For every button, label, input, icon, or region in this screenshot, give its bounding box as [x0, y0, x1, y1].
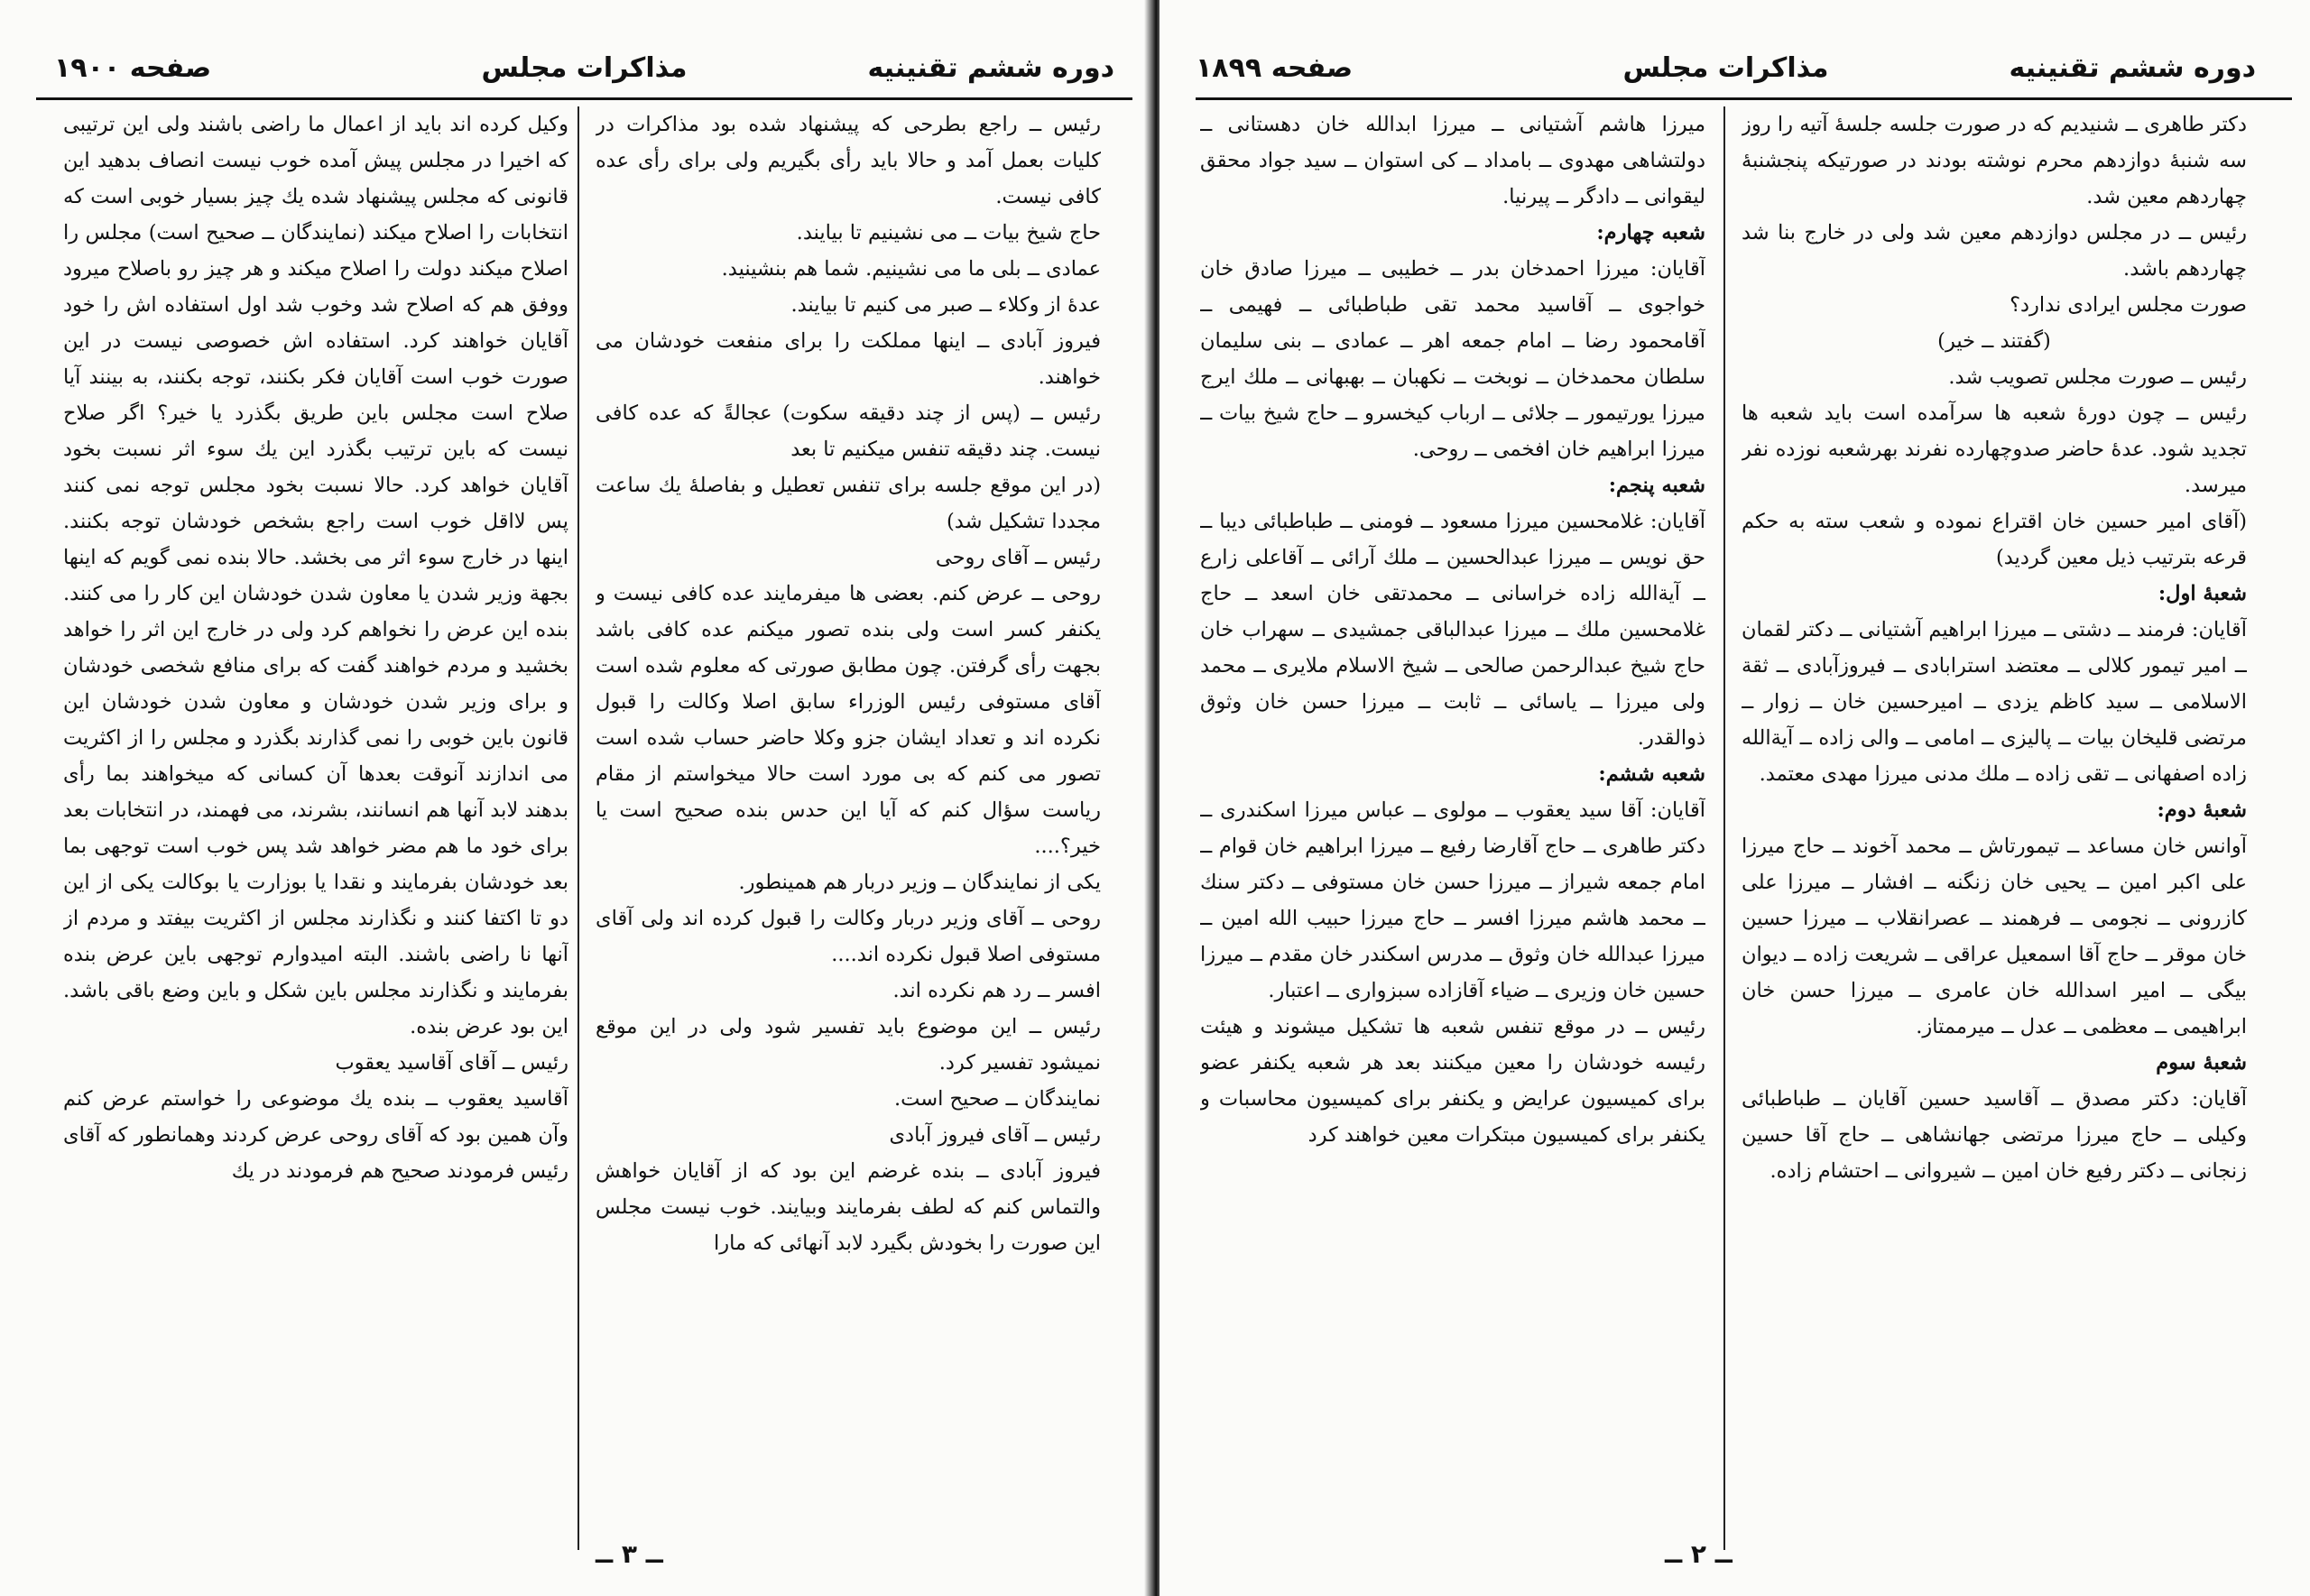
left-page-left-column [63, 106, 568, 1550]
paragraph: وکیل کرده اند باید از اعمال ما راضی باشند ولی این ترتیبی که اخیرا در مجلس پیش آمده خوب نیست انصاف بدهید این قانونی که مجلس پیشنهاد شده یك چیز بسیار خوبی است که انتخابات را اصلاح میکند (نمایندگان ــ صحیح است) مجلس را اصلاح میکند دولت را اصلاح میکند و هر چیز رو باصلاح میرود ووفق هم که اصلاح شد وخوب شد اول استفاده اش را خود آقایان خواهند کرد. استفاده اش خصوصی نیست در این صورت خوب است آقایان فکر بکنند، توجه بکنند، به بینند آیا صلاح است مجلس باین طریق بگذرد یا خیر؟ اگر صلاح نیست که باین ترتیب بگذرد این یك سوء اثر نسبت بخود آقایان خواهد کرد. حالا نسبت بخود مجلس توجه نمی کنند پس لااقل خوب است راجع بشخص خودشان توجه بکنند. اینها در خارج سوء اثر می بخشد. حالا بنده نمی گویم که اینها بجهة وزیر شدن یا معاون شدن خودشان این کار را می کنند. بنده این عرض را نخواهم کرد ولی در خارج این اثر را خواهد بخشید و مردم خواهند گفت که برای منافع شخصی خودشان و برای وزیر شدن خودشان و معاون شدن خودشان این قانون باین خوبی را نمی گذارند بگذرد و مجلس را از اکثریت می اندازند آنوقت بعدها آن کسانی که میخواهند بما رأی بدهند لابد آنها هم انسانند، بشرند، می فهمند، در انتخابات بعد برای خود ما هم مضر خواهد شد پس خوب است توجهی بما بعد خودشان بفرمایند و نقدا یا بوزارت یا بوکالت یکی از این دو تا اکتفا کنند و نگذارند مجلس از اکثریت بیفتد و مردم از آنها نا راضی باشند. البته امیدوارم توجهی باین عرض بنده بفرمایند و نگذارند مجلس باین شکل و باین وضع باقی باشد. این بود عرض بنده. [63, 113, 568, 1038]
header-rule [1196, 97, 2292, 100]
paragraph: فیروز آبادی ــ اینها مملکت را برای منفعت خودشان می خواهند. [596, 329, 1101, 389]
paragraph: رئیس ــ چون دورهٔ شعبه ها سرآمده است باید شعبه ها تجدید شود. عدهٔ حاضر صدوچهارده نفرند بهرشعبه نوزده نفر میرسد. [1742, 401, 2247, 497]
paragraph: افسر ــ رد هم نکرده اند. [892, 979, 1101, 1002]
page-number: صفحه ۱۹۰۰ [54, 52, 212, 84]
paragraph: (در این موقع جلسه برای تنفس تعطیل و بفاصلهٔ یك ساعت مجددا تشکیل شد) [596, 474, 1101, 533]
paragraph: روحی ــ عرض کنم. بعضی ها میفرمایند عده کافی نیست و یکنفر کسر است ولی بنده تصور میکنم عده کافی باشد بجهت رأی گرفتن. چون مطابق صورتی که معلوم شده است آقای مستوفی رئیس الوزراء سابق اصلا وکالت را قبول نکرده اند و تعداد ایشان جزو وکلا حاضر حساب شده است تصور می کنم که بی مورد است حالا میخواستم از مقام ریاست سؤال کنم که آیا این حدس بنده صحیح است یا خیر؟.... [596, 582, 1101, 858]
paragraph: آقایان: فرمند ــ دشتی ــ میرزا ابراهیم آشتیانی ــ دکتر لقمان ــ امیر تیمور کلالی ــ معتضد استرابادی ــ فیروزآبادی ــ ثقة الاسلامی ــ سید کاظم یزدی ــ امیرحسین خان ــ زوار ــ مرتضی قلیخان بیات ــ پالیزی ــ امامی ــ والی زاده ــ آیةالله زاده اصفهانی ــ تقی زاده ــ ملك مدنی میرزا مهدی معتمد. [1742, 618, 2247, 786]
paragraph: نمایندگان ــ صحیح است. [893, 1087, 1101, 1111]
column-divider [578, 106, 579, 1550]
paragraph: شعبه ششم: [1598, 762, 1705, 786]
paragraph: آقایان: آقا سید یعقوب ــ مولوی ــ عباس میرزا اسکندری ــ دکتر طاهری ــ حاج آقارضا رفیع ــ میرزا ابراهیم خان قوام ــ امام جمعه شیراز ــ میرزا حسن خان مستوفی ــ دکتر سنك ــ محمد هاشم میرزا افسر ــ حاج میرزا حبیب الله امین ــ میرزا عبدالله خان وثوق ــ مدرس اسکندر خان مقدم ــ میرزا حسین خان وزیری ــ ضیاء آقازاده سبزواری ــ اعتبار. [1200, 798, 1705, 1002]
paragraph: آقایان: دکتر مصدق ــ آقاسید حسین آقایان ــ طباطبائی وکیلی ــ حاج میرزا مرتضی جهانشاهی ــ حاج آقا حسین زنجانی ــ دکتر رفیع خان امین ــ شیروانی ــ احتشام زاده. [1742, 1087, 2247, 1183]
paragraph: رئیس ــ راجع بطرحی که پیشنهاد شده بود مذاکرات در کلیات بعمل آمد و حالا باید رأی بگیریم ولی برای رأی عده کافی نیست. [596, 113, 1101, 208]
paragraph: (آقای امیر حسین خان اقتراع نموده و شعب سته به حکم قرعه بترتیب ذیل معین گردید) [1742, 510, 2247, 569]
paragraph: رئیس ــ در موقع تنفس شعبه ها تشکیل میشوند و هیئت رئیسه خودشان را معین میکنند بعد هر شعبه یکنفر عضو برای کمیسیون عرایض و یکنفر برای کمیسیون محاسبات و یکنفر برای کمیسیون مبتکرات معین خواهند کرد [1200, 1015, 1705, 1147]
page-footer: ــ ۳ ــ [596, 1539, 663, 1569]
left-page [0, 0, 1150, 1596]
paragraph: شعبهٔ دوم: [2157, 798, 2247, 822]
paragraph: (گفتند ــ خیر) [1937, 329, 2051, 353]
left-page-header [54, 43, 1114, 97]
page-footer: ــ ۲ ــ [1665, 1539, 1732, 1569]
paragraph: عدهٔ از وکلاء ــ صبر می کنیم تا بیایند. [790, 293, 1101, 317]
paragraph: شعبهٔ سوم [2156, 1051, 2247, 1075]
paragraph: آوانس خان مساعد ــ تیمورتاش ــ محمد آخوند ــ حاج میرزا علی اکبر امین ــ یحیی خان زنگنه ــ افشار ــ میرزا علی کازرونی ــ نجومی ــ فرهمند ــ عصرانقلاب ــ میرزا حسین خان موقر ــ حاج آقا اسمعیل عراقی ــ شریعت زاده ــ دیوان بیگی ــ امیر اسدالله خان عامری ــ میرزا حسن خان ابراهیمی ــ معظمی ــ عدل ــ میرممتاز. [1742, 835, 2247, 1038]
session-label: دوره ششم تقنینیه [867, 52, 1114, 84]
paragraph: رئیس ــ آقای آقاسید یعقوب [335, 1051, 568, 1075]
paragraph: روحی ــ آقای وزیر دربار وکالت را قبول کرده اند ولی آقای مستوفی اصلا قبول نکرده اند.... [596, 907, 1101, 966]
paragraph: صورت مجلس ایرادی ندارد؟ [2010, 293, 2247, 317]
paragraph: رئیس ــ این موضوع باید تفسیر شود ولی در این موقع نمیشود تفسیر کرد. [596, 1015, 1101, 1075]
paragraph: رئیس ــ (پس از چند دقیقه سکوت) عجالةً که عده کافی نیست. چند دقیقه تنفس میکنیم تا بعد [596, 401, 1101, 461]
paragraph: آقایان: غلامحسین میرزا مسعود ــ فومنی ــ طباطبائی دیبا ــ حق نویس ــ میرزا عبدالحسین ــ ملك آرائی ــ آقاعلی زارع ــ آیةالله زاده خراسانی ــ محمدتقی خان اسعد ــ حاج غلامحسین ملك ــ میرزا عبدالباقی جمشیدی ــ سهراب خان حاج شیخ عبدالرحمن صالحی ــ شیخ الاسلام ملایری ــ محمد ولی میرزا ــ یاسائی ــ ثابت ــ میرزا حسن خان وثوق ذوالقدر. [1200, 510, 1705, 750]
paragraph: رئیس ــ در مجلس دوازدهم معین شد ولی در خارج بنا شد چهاردهم باشد. [1742, 221, 2247, 281]
right-page [1160, 0, 2310, 1596]
page-title: مذاکرات مجلس [481, 52, 688, 84]
left-page-right-column [596, 106, 1101, 1550]
paragraph: رئیس ــ صورت مجلس تصویب شد. [1948, 365, 2247, 389]
paragraph: یکی از نمایندگان ــ وزیر دربار هم همینطور. [738, 871, 1101, 894]
paragraph: عمادی ــ بلی ما می نشینیم. شما هم بنشینید. [721, 257, 1101, 281]
paragraph: آقاسید یعقوب ــ بنده یك موضوعی را خواستم عرض کنم وآن همین بود که آقای روحی عرض کردند وهمانطور که آقای رئیس فرمودند صحیح هم فرمودند در یك [63, 1087, 568, 1183]
paragraph: حاج شیخ بیات ــ می نشینیم تا بیایند. [796, 221, 1101, 244]
right-page-left-column [1200, 106, 1705, 1550]
page-title: مذاکرات مجلس [1622, 52, 1829, 84]
paragraph: دکتر طاهری ــ شنیدیم که در صورت جلسه جلسهٔ آتیه را روز سه شنبهٔ دوازدهم محرم نوشته بودند در صورتیکه پنجشنبهٔ چهاردهم معین شد. [1742, 113, 2247, 208]
paragraph: رئیس ــ آقای روحی [935, 546, 1101, 569]
page-number: صفحه ۱۸۹۹ [1196, 52, 1354, 84]
paragraph: میرزا هاشم آشتیانی ــ میرزا ابدالله خان دهستانی ــ دولتشاهی مهدوی ــ بامداد ــ کی استوان ــ سید جواد محقق لیقوانی ــ دادگر ــ پیرنیا. [1200, 113, 1705, 208]
header-rule [36, 97, 1132, 100]
paragraph: فیروز آبادی ــ بنده غرضم این بود که از آقایان خواهش والتماس کنم که لطف بفرمایند وبیایند. خوب نیست مجلس این صورت را بخودش بگیرد لابد آنهائی که مارا [596, 1159, 1101, 1255]
session-label: دوره ششم تقنینیه [2009, 52, 2256, 84]
right-page-header [1196, 43, 2256, 97]
paragraph: شعبهٔ اول: [2158, 582, 2247, 605]
paragraph: شعبه چهارم: [1596, 221, 1705, 244]
column-divider [1723, 106, 1725, 1550]
right-page-right-column [1742, 106, 2247, 1550]
paragraph: آقایان: میرزا احمدخان بدر ــ خطیبی ــ میرزا صادق خان خواجوی ــ آقاسید محمد تقی طباطبائی ــ فهیمی ــ آقامحمود رضا ــ امام جمعه اهر ــ عمادی ــ بنی سلیمان سلطان محمدخان ــ نوبخت ــ نکهبان ــ بهبهانی ــ ملك ایرج میرزا یورتیمور ــ جلائی ــ ارباب کیخسرو ــ حاج شیخ بیات ــ میرزا ابراهیم خان افخمی ــ روحی. [1200, 257, 1705, 461]
paragraph: رئیس ــ آقای فیروز آبادی [889, 1123, 1101, 1147]
paragraph: شعبه پنجم: [1608, 474, 1705, 497]
